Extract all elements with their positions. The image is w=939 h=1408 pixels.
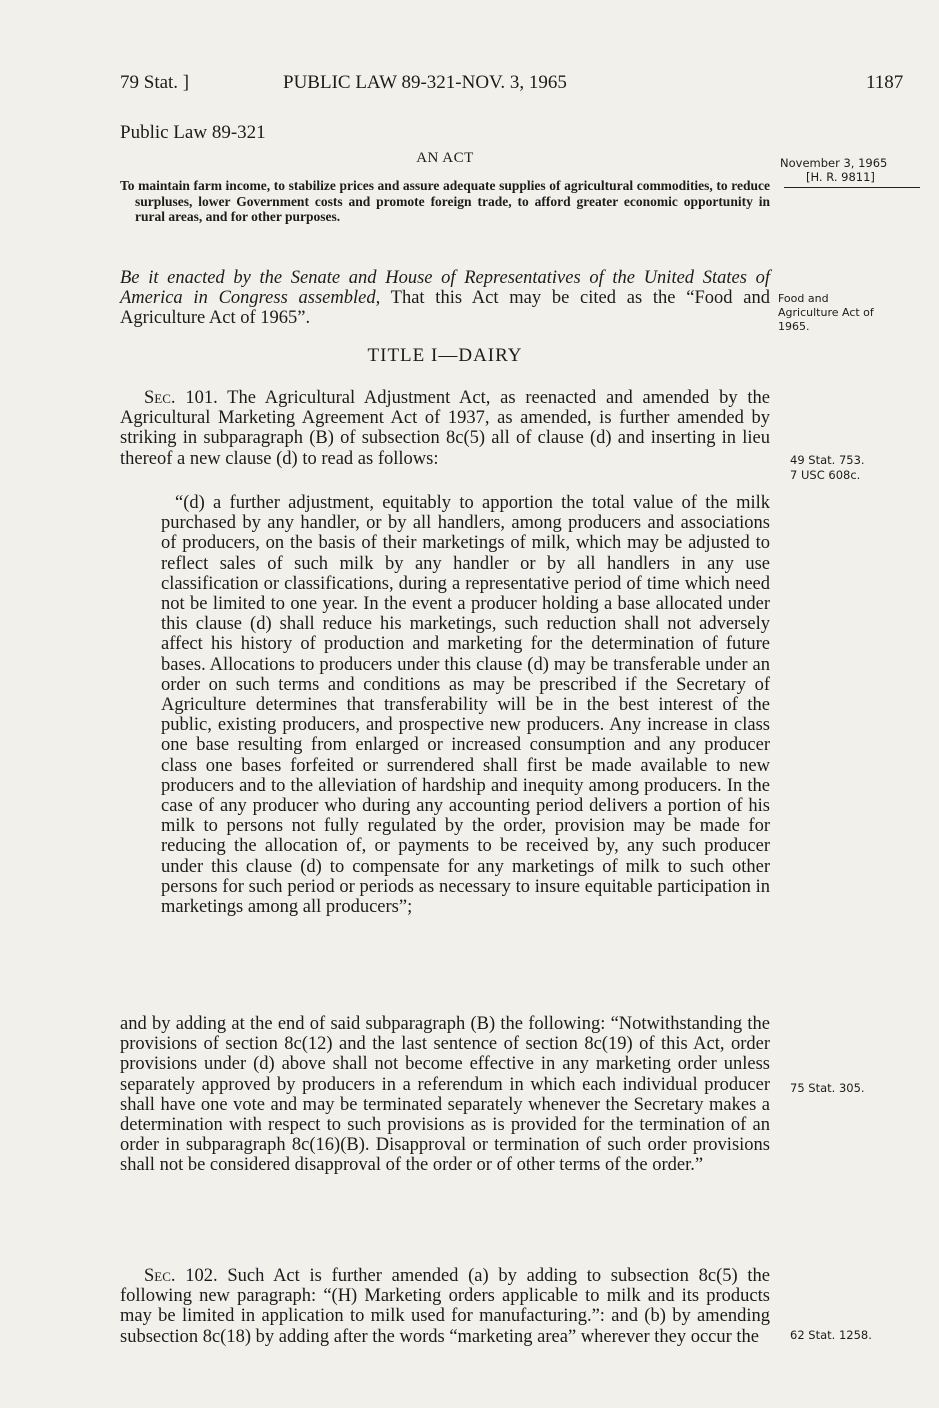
section-101-text: The Agricultural Adjustment Act, as reenacted and amended by the Agricultural Marketing Agreement Act of 1937, as amended, is further amended by striking in subparagraph (B) of subsection 8c(5) all of clause (d) and inserting in lieu thereof a new clause (d) to read as follows:: [120, 388, 770, 469]
margin-note-cite-49-stat: 49 Stat. 753.: [790, 453, 865, 467]
section-101: [120, 388, 770, 469]
enacting-clause: [120, 268, 770, 328]
margin-note-date: November 3, 1965: [780, 156, 888, 170]
an-act-heading: AN ACT: [416, 150, 474, 166]
margin-note-bill: [H. R. 9811]: [806, 170, 875, 184]
section-102-text: Such Act is further amended (a) by adding to subsection 8c(5) the following new paragraph: “(H) Marketing orders applicable to milk and its products may be limited in application to milk used for manufacturing.”: and (b) by amending subsection 8c(18) by adding after the words “marketing area” wherever they occur the: [120, 1266, 770, 1347]
title-heading: TITLE I—DAIRY: [367, 345, 523, 366]
margin-note-short-title: Food and Agriculture Act of 1965.: [778, 292, 874, 333]
act-purpose-text: To maintain farm income, to stabilize prices and assure adequate supplies of agricultural commodities, to reduce surpluses, lower Government costs and promote foreign trade, to afford greater economic opportunity in rural areas, and for other purposes.: [120, 178, 770, 224]
margin-note-cite-7-usc: 7 USC 608c.: [790, 468, 861, 482]
clause-d-quote: “(d) a further adjustment, equitably to apportion the total value of the milk purchased by any handler, or by all handlers, among producers and associations of producers, on the basis of their marketings of milk, which may be adjusted to reflect sales of such milk by any handler or by all handlers in any use classification or classifications, during a representative period of time which need not be limited to one year. In the event a producer holding a base allocated under this clause (d) shall reduce his marketings, such reduction shall not adversely affect his history of production and marketing for the determination of future bases. Allocations to producers under this clause (d) may be transferable under an order on such terms and conditions as may be prescribed if the Secretary of Agriculture determines that transferability will be in the best interest of the public, existing producers, and prospective new producers. Any increase in class one base resulting from enlarged or increased consumption and any producer class one bases forfeited or surrendered shall first be made available to new producers and to the alleviation of hardship and inequity among producers. In the case of any producer who during any accounting period delivers a portion of his milk to persons not fully regulated by the order, provision may be made for reducing the allocation of, or payments to be received by, any such producer under this clause (d) to compensate for any marketings of milk to such other persons for such period or periods as necessary to insure equitable participation in marketings among all producers”;: [161, 493, 770, 918]
section-102-label: Sec. 102.: [144, 1266, 218, 1286]
margin-rule: [784, 187, 920, 188]
act-purpose: [120, 178, 770, 225]
margin-note-cite-62-stat: 62 Stat. 1258.: [790, 1328, 872, 1342]
running-head-title: PUBLIC LAW 89-321-NOV. 3, 1965: [283, 72, 567, 93]
section-102: [120, 1266, 770, 1347]
public-law-number: Public Law 89-321: [120, 122, 266, 143]
running-head-volume: 79 Stat. ]: [120, 72, 190, 93]
margin-note-cite-75-stat: 75 Stat. 305.: [790, 1081, 865, 1095]
short-title-text: That this Act may be cited as the “Food and Agriculture Act of 1965”.: [120, 288, 770, 328]
section-101-continuation: and by adding at the end of said subparagraph (B) the following: “Notwithstanding the provisions of section 8c(12) and the last sentence of section 8c(19) of this Act, order provisions under (d) above shall not become effective in any marketing order unless separately approved by producers in a referendum in which each individual producer shall have one vote and may be terminated separately whenever the Secretary makes a determination with respect to such provisions as is provided for the termination of an order in subparagraph 8c(16)(B). Disapproval or termination of such order provisions shall not be considered disapproval of the order or of other terms of the order.”: [120, 1014, 770, 1176]
page-number: 1187: [866, 72, 904, 93]
section-101-label: Sec. 101.: [144, 388, 218, 408]
enacting-formula: Be it enacted by the Senate and House of Representatives of the United States of America in Congress assembled,: [120, 268, 770, 308]
